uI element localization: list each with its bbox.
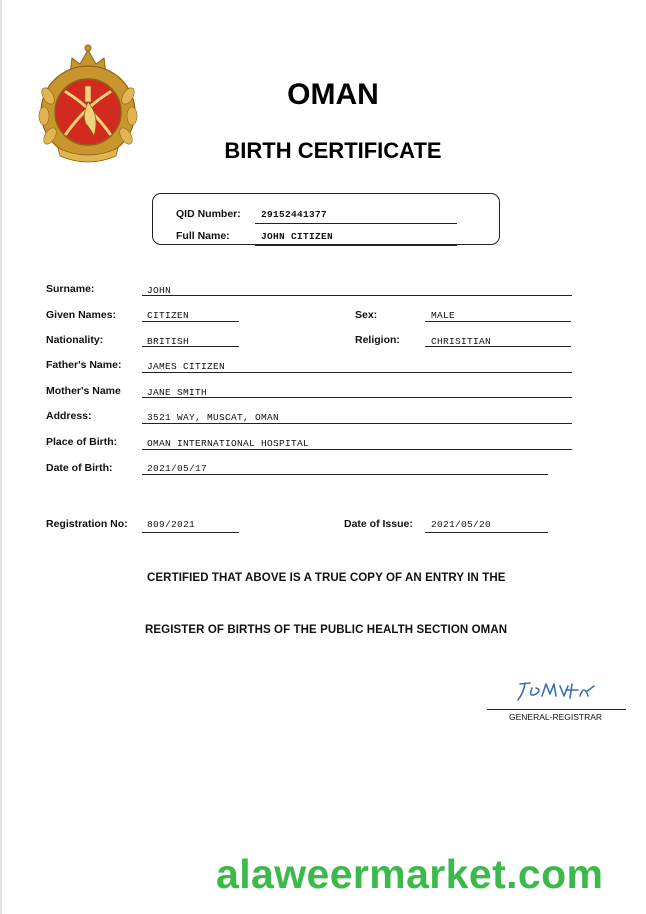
religion-label: Religion: xyxy=(355,334,400,346)
given-names-underline xyxy=(142,321,239,322)
date-of-issue-label: Date of Issue: xyxy=(344,518,413,530)
qid-value: 29152441377 xyxy=(261,209,328,220)
qid-label: QID Number: xyxy=(176,208,241,220)
date-of-birth-underline xyxy=(142,474,548,475)
father-name-label: Father's Name: xyxy=(46,359,122,371)
surname-underline xyxy=(142,295,572,296)
nationality-label: Nationality: xyxy=(46,334,104,346)
registrar-signature xyxy=(514,678,596,704)
address-underline xyxy=(142,423,572,424)
address-value: 3521 WAY, MUSCAT, OMAN xyxy=(147,412,280,423)
full-name-value: JOHN CITIZEN xyxy=(261,231,334,242)
religion-underline xyxy=(425,346,571,347)
given-names-label: Given Names: xyxy=(46,309,117,321)
document-title: BIRTH CERTIFICATE xyxy=(224,138,442,163)
surname-label: Surname: xyxy=(46,283,95,295)
registration-no-value: 809/2021 xyxy=(147,519,196,530)
date-of-birth-label: Date of Birth: xyxy=(46,462,113,474)
registration-no-label: Registration No: xyxy=(46,518,128,530)
full-name-label: Full Name: xyxy=(176,230,230,242)
qid-underline xyxy=(255,223,457,224)
nationality-value: BRITISH xyxy=(147,336,190,347)
place-of-birth-value: OMAN INTERNATIONAL HOSPITAL xyxy=(147,438,310,449)
mother-name-label: Mother's Name xyxy=(46,385,121,397)
date-of-issue-value: 2021/05/20 xyxy=(431,519,492,530)
surname-value: JOHN xyxy=(147,285,172,296)
registration-no-underline xyxy=(142,532,239,533)
sex-label: Sex: xyxy=(355,309,378,321)
father-name-value: JAMES CITIZEN xyxy=(147,361,226,372)
date-of-issue-underline xyxy=(425,532,548,533)
certification-line-1: CERTIFIED THAT ABOVE IS A TRUE COPY OF AN ENTRY IN THE xyxy=(147,572,506,584)
mother-name-value: JANE SMITH xyxy=(147,387,208,398)
nationality-underline xyxy=(142,346,239,347)
father-name-underline xyxy=(142,372,572,373)
date-of-birth-value: 2021/05/17 xyxy=(147,463,208,474)
mother-name-underline xyxy=(142,397,572,398)
watermark-text: alaweermarket.com xyxy=(216,851,604,897)
signature-line xyxy=(487,709,626,710)
place-of-birth-label: Place of Birth: xyxy=(46,436,118,448)
page-edge xyxy=(0,0,2,914)
sex-underline xyxy=(425,321,571,322)
given-names-value: CITIZEN xyxy=(147,310,190,321)
certification-line-2: REGISTER OF BIRTHS OF THE PUBLIC HEALTH SECTION OMAN xyxy=(145,624,508,636)
address-label: Address: xyxy=(46,410,92,422)
registrar-title: GENERAL-REGISTRAR xyxy=(509,712,603,722)
place-of-birth-underline xyxy=(142,449,572,450)
religion-value: CHRISITIAN xyxy=(431,336,492,347)
sex-value: MALE xyxy=(431,310,456,321)
full-name-underline xyxy=(255,245,457,246)
country-title: OMAN xyxy=(287,78,379,111)
